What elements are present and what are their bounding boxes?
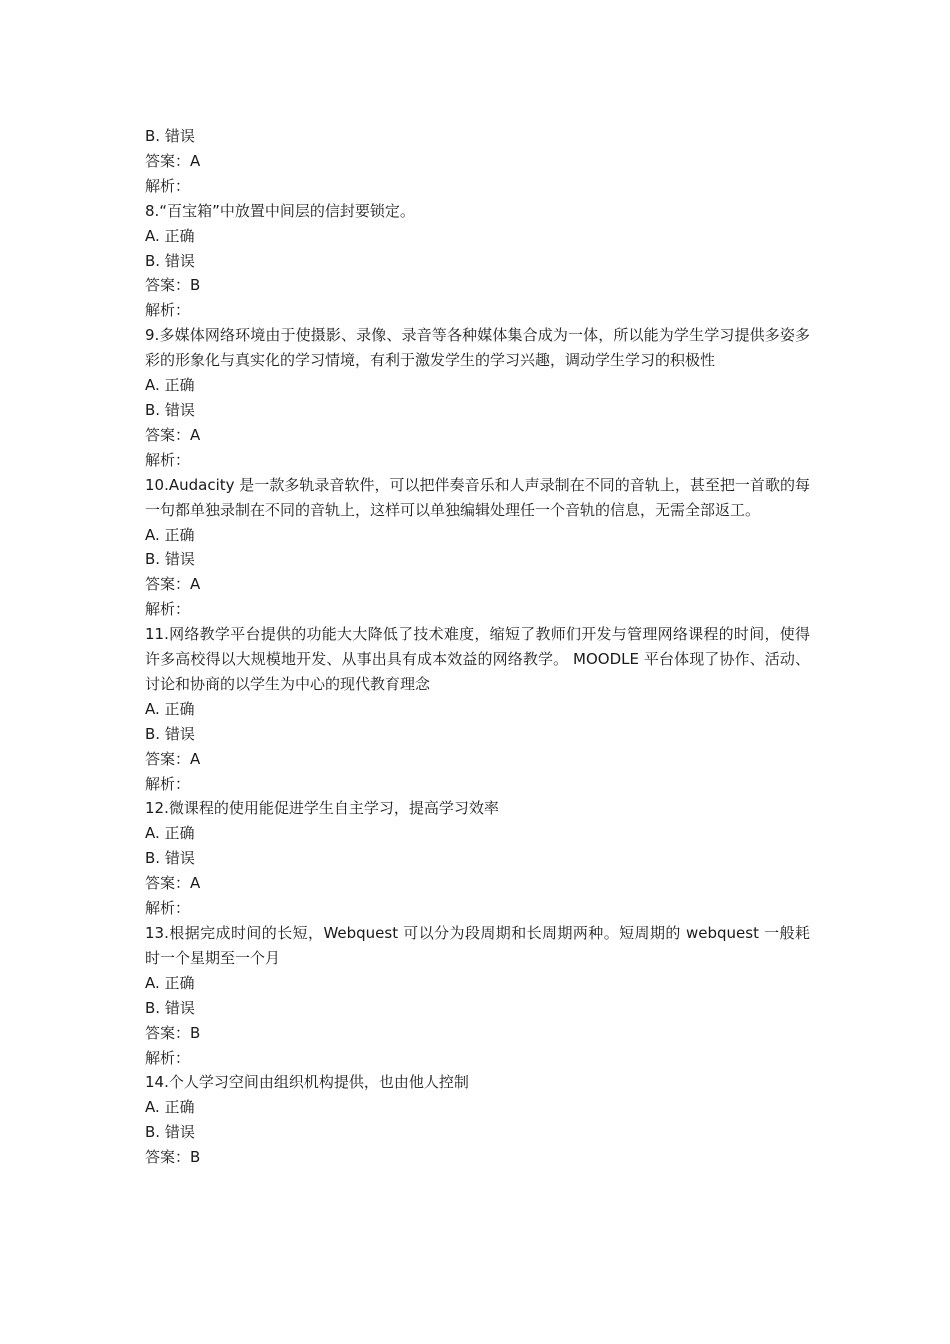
answer-option: A. 正确 xyxy=(145,525,195,544)
answer-line: 答案：B xyxy=(145,1148,201,1167)
answer-line: 答案：A xyxy=(145,874,201,893)
answer-option: B. 错误 xyxy=(145,849,195,868)
document-page xyxy=(145,124,810,1170)
answer-option: B. 错误 xyxy=(145,998,195,1017)
question-text: 11.网络教学平台提供的功能大大降低了技术难度，缩短了教师们开发与管理网络课程的时间，使得许多高校得以大规模地开发、从事出具有成本效益的网络教学。 MOODLE 平台体现了协作、活动、讨论和协商的以学生为中心的现代教育理念 xyxy=(145,625,810,693)
answer-option: A. 正确 xyxy=(145,824,195,843)
answer-line: 答案：A xyxy=(145,425,201,444)
analysis-line: 解析： xyxy=(145,176,191,195)
analysis-line: 解析： xyxy=(145,1048,191,1067)
answer-line: 答案：A xyxy=(145,749,201,768)
answer-option: A. 正确 xyxy=(145,376,195,395)
question-text: 9.多媒体网络环境由于使摄影、录像、录音等各种媒体集合成为一体，所以能为学生学习提供多姿多彩的形象化与真实化的学习情境，有利于激发学生的学习兴趣，调动学生学习的积极性 xyxy=(145,326,810,370)
answer-line: 答案：A xyxy=(145,151,201,170)
analysis-line: 解析： xyxy=(145,774,191,793)
answer-option: A. 正确 xyxy=(145,226,195,245)
answer-option: A. 正确 xyxy=(145,699,195,718)
analysis-line: 解析： xyxy=(145,301,191,320)
answer-option: B. 错误 xyxy=(145,1123,195,1142)
answer-option: A. 正确 xyxy=(145,1098,195,1117)
answer-line: 答案：B xyxy=(145,276,201,295)
answer-option: B. 错误 xyxy=(145,550,195,569)
analysis-line: 解析： xyxy=(145,600,191,619)
answer-line: 答案：A xyxy=(145,575,201,594)
answer-option: B. 错误 xyxy=(145,724,195,743)
answer-option: B. 错误 xyxy=(145,127,195,145)
question-text: 14.个人学习空间由组织机构提供，也由他人控制 xyxy=(145,1073,469,1092)
question-text: 10.Audacity 是一款多轨录音软件，可以把伴奏音乐和人声录制在不同的音轨上，甚至把一首歌的每一句都单独录制在不同的音轨上，这样可以单独编辑处理任一个音轨的信息，无需全部返工。 xyxy=(145,475,810,519)
answer-option: B. 错误 xyxy=(145,400,195,419)
answer-line: 答案：B xyxy=(145,1023,201,1042)
analysis-line: 解析： xyxy=(145,899,191,918)
analysis-line: 解析： xyxy=(145,450,191,469)
answer-option: A. 正确 xyxy=(145,973,195,992)
question-text: 12.微课程的使用能促进学生自主学习，提高学习效率 xyxy=(145,799,499,818)
answer-option: B. 错误 xyxy=(145,251,195,270)
question-text: 13.根据完成时间的长短，Webquest 可以分为段周期和长周期两种。短周期的 webquest 一般耗时一个星期至一个月 xyxy=(145,924,810,967)
question-text: 8.“百宝箱”中放置中间层的信封要锁定。 xyxy=(145,201,415,220)
